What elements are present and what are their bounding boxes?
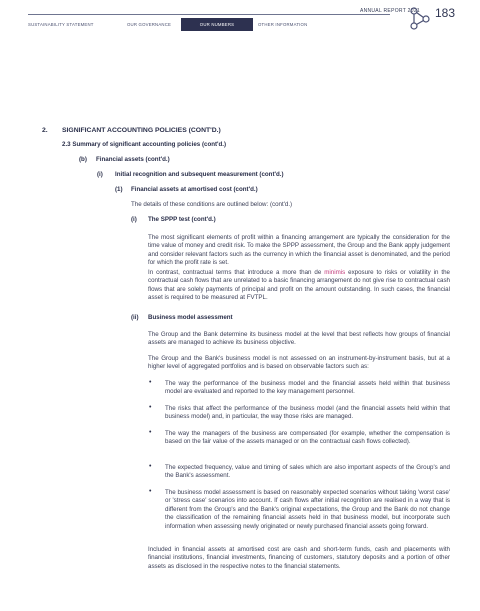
intro-text: The details of these conditions are outlined below: (cont'd.)	[131, 201, 293, 208]
sppp-title: The SPPP test (cont'd.)	[148, 216, 216, 223]
subsection-title: 2.3 Summary of significant accounting policies (cont'd.)	[62, 141, 227, 148]
tab-sustainability-statement[interactable]: SUSTAINABILITY STATEMENT	[28, 22, 94, 27]
bullet-dot: •	[149, 404, 152, 411]
bullet-item-5: The business model assessment is based on reasonably expected scenarios without taking 'worst case' or 'stress case' scenarios into account. If cash flows after initial recognition are realised in a way that is different from the Group's and the Bank's original expectations, the Group and the Bank do not change the classification of the remaining financial assets held in that business model, but incorporate such information when assessing newly originated or newly purchased financial assets going forward.	[165, 489, 450, 530]
bullet-item-1: The way the performance of the business model and the financial assets held within that business model are evaluated and reported to the key management personnel.	[165, 380, 450, 396]
bullet-dot: •	[149, 463, 152, 470]
bma-number: (ii)	[131, 314, 139, 321]
tab-our-governance[interactable]: OUR GOVERNANCE	[127, 22, 172, 27]
bullet-dot: •	[149, 379, 152, 386]
bma-paragraph-1: The Group and the Bank determine its business model at the level that best reflects how groups of financial assets are managed to achieve its business objective.	[148, 331, 450, 347]
item-i-title: Initial recognition and subsequent measurement (cont'd.)	[115, 171, 284, 178]
item-b-title: Financial assets (cont'd.)	[96, 156, 170, 163]
bma-paragraph-2: The Group and the Bank's business model is not assessed on an instrument-by-instrument basis, but at a higher level of aggregated portfolios and is based on observable factors such as:	[148, 355, 450, 371]
item-b-number: (b)	[79, 156, 87, 163]
bullet-item-2: The risks that affect the performance of the business model (and the financial assets held within that business model) and, in particular, the way those risks are managed.	[165, 405, 450, 421]
item-i-number: (i)	[97, 171, 103, 178]
bma-title: Business model assessment	[148, 314, 233, 321]
bullet-dot: •	[149, 429, 152, 436]
report-label: ANNUAL REPORT 2021	[359, 8, 420, 14]
section-title: SIGNIFICANT ACCOUNTING POLICIES (CONT'D.)	[62, 127, 221, 134]
closing-paragraph: Included in financial assets at amortised cost are cash and short-term funds, cash and placements with financial institutions, financial investments, financing of customers, statutory deposits and a portion of other assets as disclosed in the respective notes to the financial statements.	[148, 546, 450, 570]
sppp-paragraph-2: In contrast, contractual terms that introduce a more than de minimis exposure to risks or volatility in the contractual cash flows that are unrelated to a basic financing arrangement do not give rise to contractual cash flows that are solely payments of principal and profit on the amount outstanding. In such cases, the financial asset is required to be measured at FVTPL.	[148, 269, 450, 302]
item-1-title: Financial assets at amortised cost (cont'd.)	[131, 186, 258, 193]
header-rule	[28, 14, 390, 15]
tab-our-numbers[interactable]: OUR NUMBERS	[181, 18, 253, 31]
bullet-item-3: The way the managers of the business are compensated (for example, whether the compensation is based on the fair value of the assets managed or on the contractual cash flows collected).	[165, 430, 450, 446]
de-minimis-term: minimis	[324, 269, 346, 276]
tab-other-information[interactable]: OTHER INFORMATION	[258, 22, 308, 27]
section-number: 2.	[42, 127, 48, 134]
sppp-paragraph-1: The most significant elements of profit within a financing arrangement are typically the consideration for the time value of money and credit risk. To make the SPPP assessment, the Group and the Bank apply judgement and consider relevant factors such as the currency in which the financial asset is denominated, and the period for which the profit rate is set.	[148, 234, 450, 267]
bank-logo-icon	[409, 6, 433, 37]
bullet-item-4: The expected frequency, value and timing of sales which are also important aspects of the Group's and the Bank's assessment.	[165, 464, 450, 480]
bullet-dot: •	[149, 488, 152, 495]
sppp-number: (i)	[131, 216, 137, 223]
item-1-number: (1)	[115, 186, 123, 193]
page-number: 183	[435, 6, 456, 20]
section-nav	[0, 18, 400, 31]
